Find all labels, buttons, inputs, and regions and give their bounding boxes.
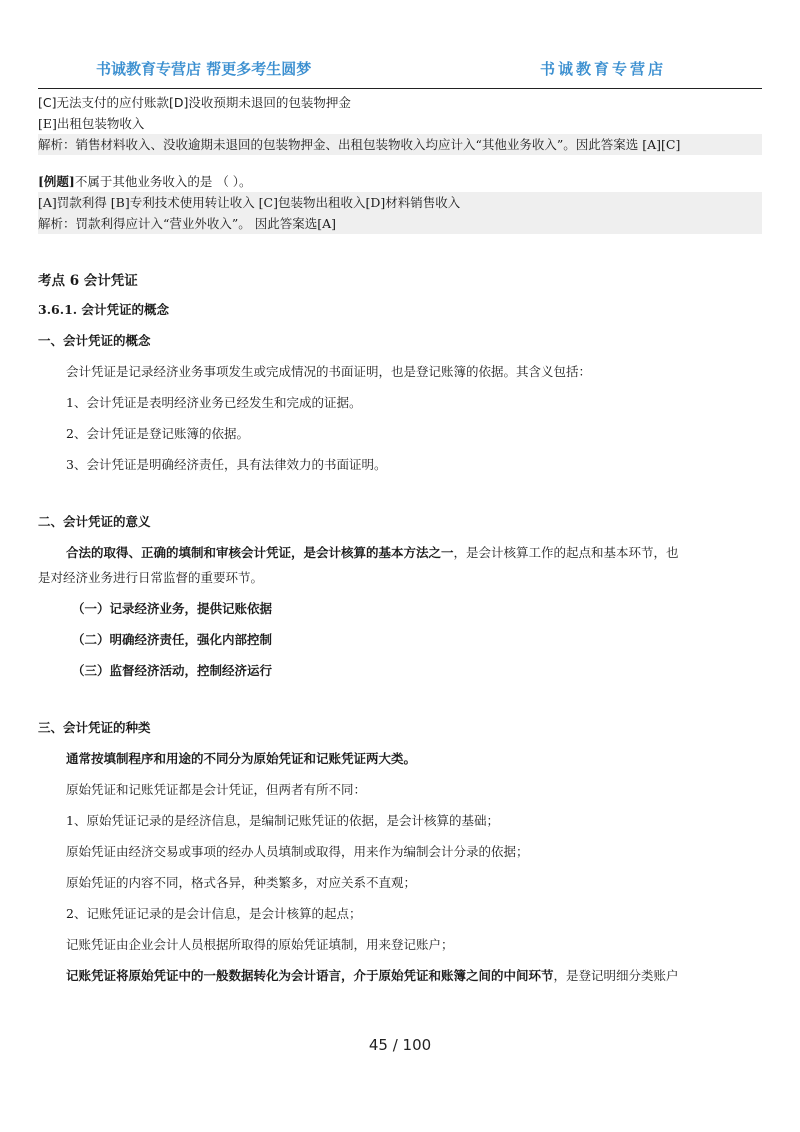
option-line-cd <box>38 92 762 113</box>
option-c-tag: [C] <box>38 95 57 110</box>
option-d-text: 没收预期未退回的包装物押金 <box>188 95 351 110</box>
option-line-e: [E]出租包装物收入 <box>38 116 145 131</box>
option-c-text: 无法支付的应付账款 <box>56 95 169 110</box>
page-number: 45 / 100 <box>368 1036 432 1054</box>
spacer <box>38 234 762 268</box>
option-d-tag: [D] <box>169 95 189 110</box>
section-1-title: 一、会计凭证的概念 <box>38 333 151 348</box>
spacer <box>38 155 762 171</box>
section-2-item: （二）明确经济责任，强化内部控制 <box>72 632 273 647</box>
section-2-item: （一）记录经济业务，提供记账依据 <box>72 601 273 616</box>
example-options: [A]罚款利得 [B]专利技术使用转让收入 [C]包装物出租收入[D]材料销售收入 <box>38 192 762 213</box>
section-1-item: 1、会计凭证是表明经济业务已经发生和完成的证据。 <box>66 395 362 410</box>
section-3-line: 记账凭证由企业会计人员根据所取得的原始凭证填制，用来登记账户； <box>66 937 454 952</box>
subsection-heading: 3.6.1. 会计凭证的概念 <box>38 302 170 317</box>
section-1-intro: 会计凭证是记录经济业务事项发生或完成情况的书面证明，也是登记账簿的依据。其含义包括： <box>66 364 592 379</box>
section-3-last-bold: 记账凭证将原始凭证中的一般数据转化为会计语言，介于原始凭证和账簿之间的中间环节 <box>66 968 554 983</box>
section-3-line: 原始凭证的内容不同，格式各异，种类繁多，对应关系不直观； <box>66 875 417 890</box>
section-2-item: （三）监督经济活动，控制经济运行 <box>72 663 273 678</box>
spacer <box>38 480 762 506</box>
section-3-line: 2、记账凭证记录的是会计信息，是会计核算的起点； <box>66 906 362 921</box>
example-question <box>38 171 762 192</box>
section-3-title: 三、会计凭证的种类 <box>38 720 151 735</box>
section-1-item: 2、会计凭证是登记账簿的依据。 <box>66 426 249 441</box>
analysis-line-1: 解析：销售材料收入、没收逾期未退回的包装物押金、出租包装物收入均应计入“其他业务收入”。因此答案选 [A][C] <box>38 134 762 155</box>
page-content <box>38 92 762 991</box>
section-2-paragraph-cont: 是对经济业务进行日常监督的重要环节。 <box>38 570 264 585</box>
section-1-item: 3、会计凭证是明确经济责任，具有法律效力的书面证明。 <box>66 457 387 472</box>
section-3-last-line <box>38 960 762 991</box>
section-3-lead: 通常按填制程序和用途的不同分为原始凭证和记账凭证两大类。 <box>66 751 417 766</box>
section-3-line: 1、原始凭证记录的是经济信息，是编制记账凭证的依据，是会计核算的基础； <box>66 813 499 828</box>
section-2-title: 二、会计凭证的意义 <box>38 514 151 529</box>
example-analysis: 解析：罚款利得应计入“营业外收入”。 因此答案选[A] <box>38 213 762 234</box>
section-2-rest-text: ，是会计核算工作的起点和基本环节，也 <box>453 545 679 560</box>
header-left-slogan: 书诚教育专营店 帮更多考生圆梦 <box>96 60 312 78</box>
section-3-line: 原始凭证由经济交易或事项的经办人员填制或取得，用来作为编制会计分录的依据； <box>66 844 529 859</box>
section-3-line: 原始凭证和记账凭证都是会计凭证，但两者有所不同： <box>66 782 367 797</box>
example-question-text: 不属于其他业务收入的是 （ ）。 <box>74 174 252 189</box>
spacer <box>38 686 762 712</box>
section-2-bold-text: 合法的取得、正确的填制和审核会计凭证，是会计核算的基本方法之一 <box>66 545 454 560</box>
section-3-last-rest: ，是登记明细分类账户 <box>553 968 679 983</box>
header-right-store: 书诚教育专营店 <box>540 60 667 78</box>
example-tag: [例题] <box>38 174 75 189</box>
kaodian-heading: 考点 6 会计凭证 <box>38 273 138 289</box>
page-header <box>38 56 762 89</box>
